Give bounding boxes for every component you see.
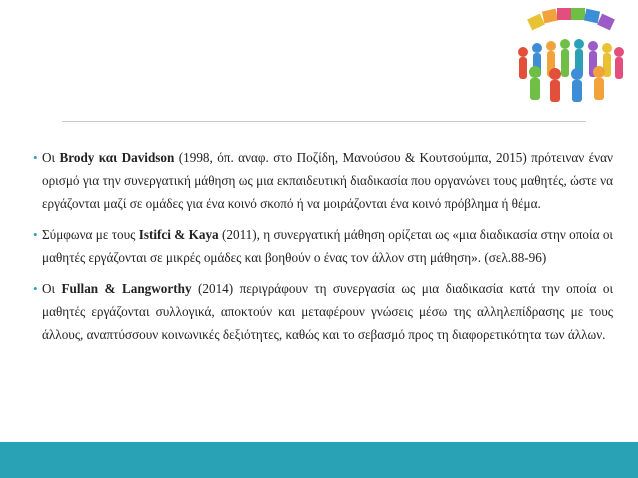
- paragraph-brody-davidson: [0, 146, 638, 215]
- bullet-marker: •: [33, 150, 38, 165]
- paragraph-authors: Brody και Davidson: [59, 150, 175, 165]
- paragraph-lead: Σύμφωνα με τους: [42, 227, 139, 242]
- paragraph-authors: Istifci & Kaya: [138, 227, 219, 242]
- title-divider: [62, 121, 586, 122]
- paragraph-lead: Οι: [42, 150, 60, 165]
- paragraph-text: (2014) περιγράφουν τη συνεργασία ως μια διαδικασία κατά την οποία οι μαθητές εργάζονται συλλογικά, αποκτούν και μεταφέρουν γνώσεις μέσω της αλληλεπίδρασης με τους άλλους, αναπτύσσουν κοινωνικές δεξιότητες, καθώς και το σεβασμό προς τη διαφορετικότητα των άλλων.: [42, 281, 613, 342]
- paragraph-lead: Οι: [42, 281, 62, 296]
- bullet-marker: •: [33, 227, 38, 242]
- slide-body: [0, 146, 638, 354]
- paragraph-fullan-langworthy: [0, 277, 638, 346]
- bullet-marker: •: [33, 281, 38, 296]
- paragraph-text: (2011), η συνεργατική μάθηση ορίζεται ως «μια διαδικασία στην οποία οι μαθητές εργάζονται σε μικρές ομάδες και βοηθούν ο ένας τον άλλον στη μάθηση». (σελ.88-96): [42, 227, 613, 265]
- footer-accent-bar: [0, 442, 638, 478]
- teamwork-people-puzzle-icon: [505, 6, 633, 106]
- paragraph-text: (1998, όπ. αναφ. στο Ποζίδη, Μανούσου & Κουτσούμπα, 2015) πρότειναν έναν ορισμό για την συνεργατική μάθηση ως μια εκπαιδευτική διαδικασία που οργανώνει τους μαθητές, ώστε να εργάζονται μαζί σε ομάδες για ένα κοινό σκοπό ή να μοιράζονται ένα κοινό πρόβλημα ή θέμα.: [42, 150, 613, 211]
- paragraph-istifci-kaya: [0, 223, 638, 269]
- paragraph-authors: Fullan & Langworthy: [61, 281, 192, 296]
